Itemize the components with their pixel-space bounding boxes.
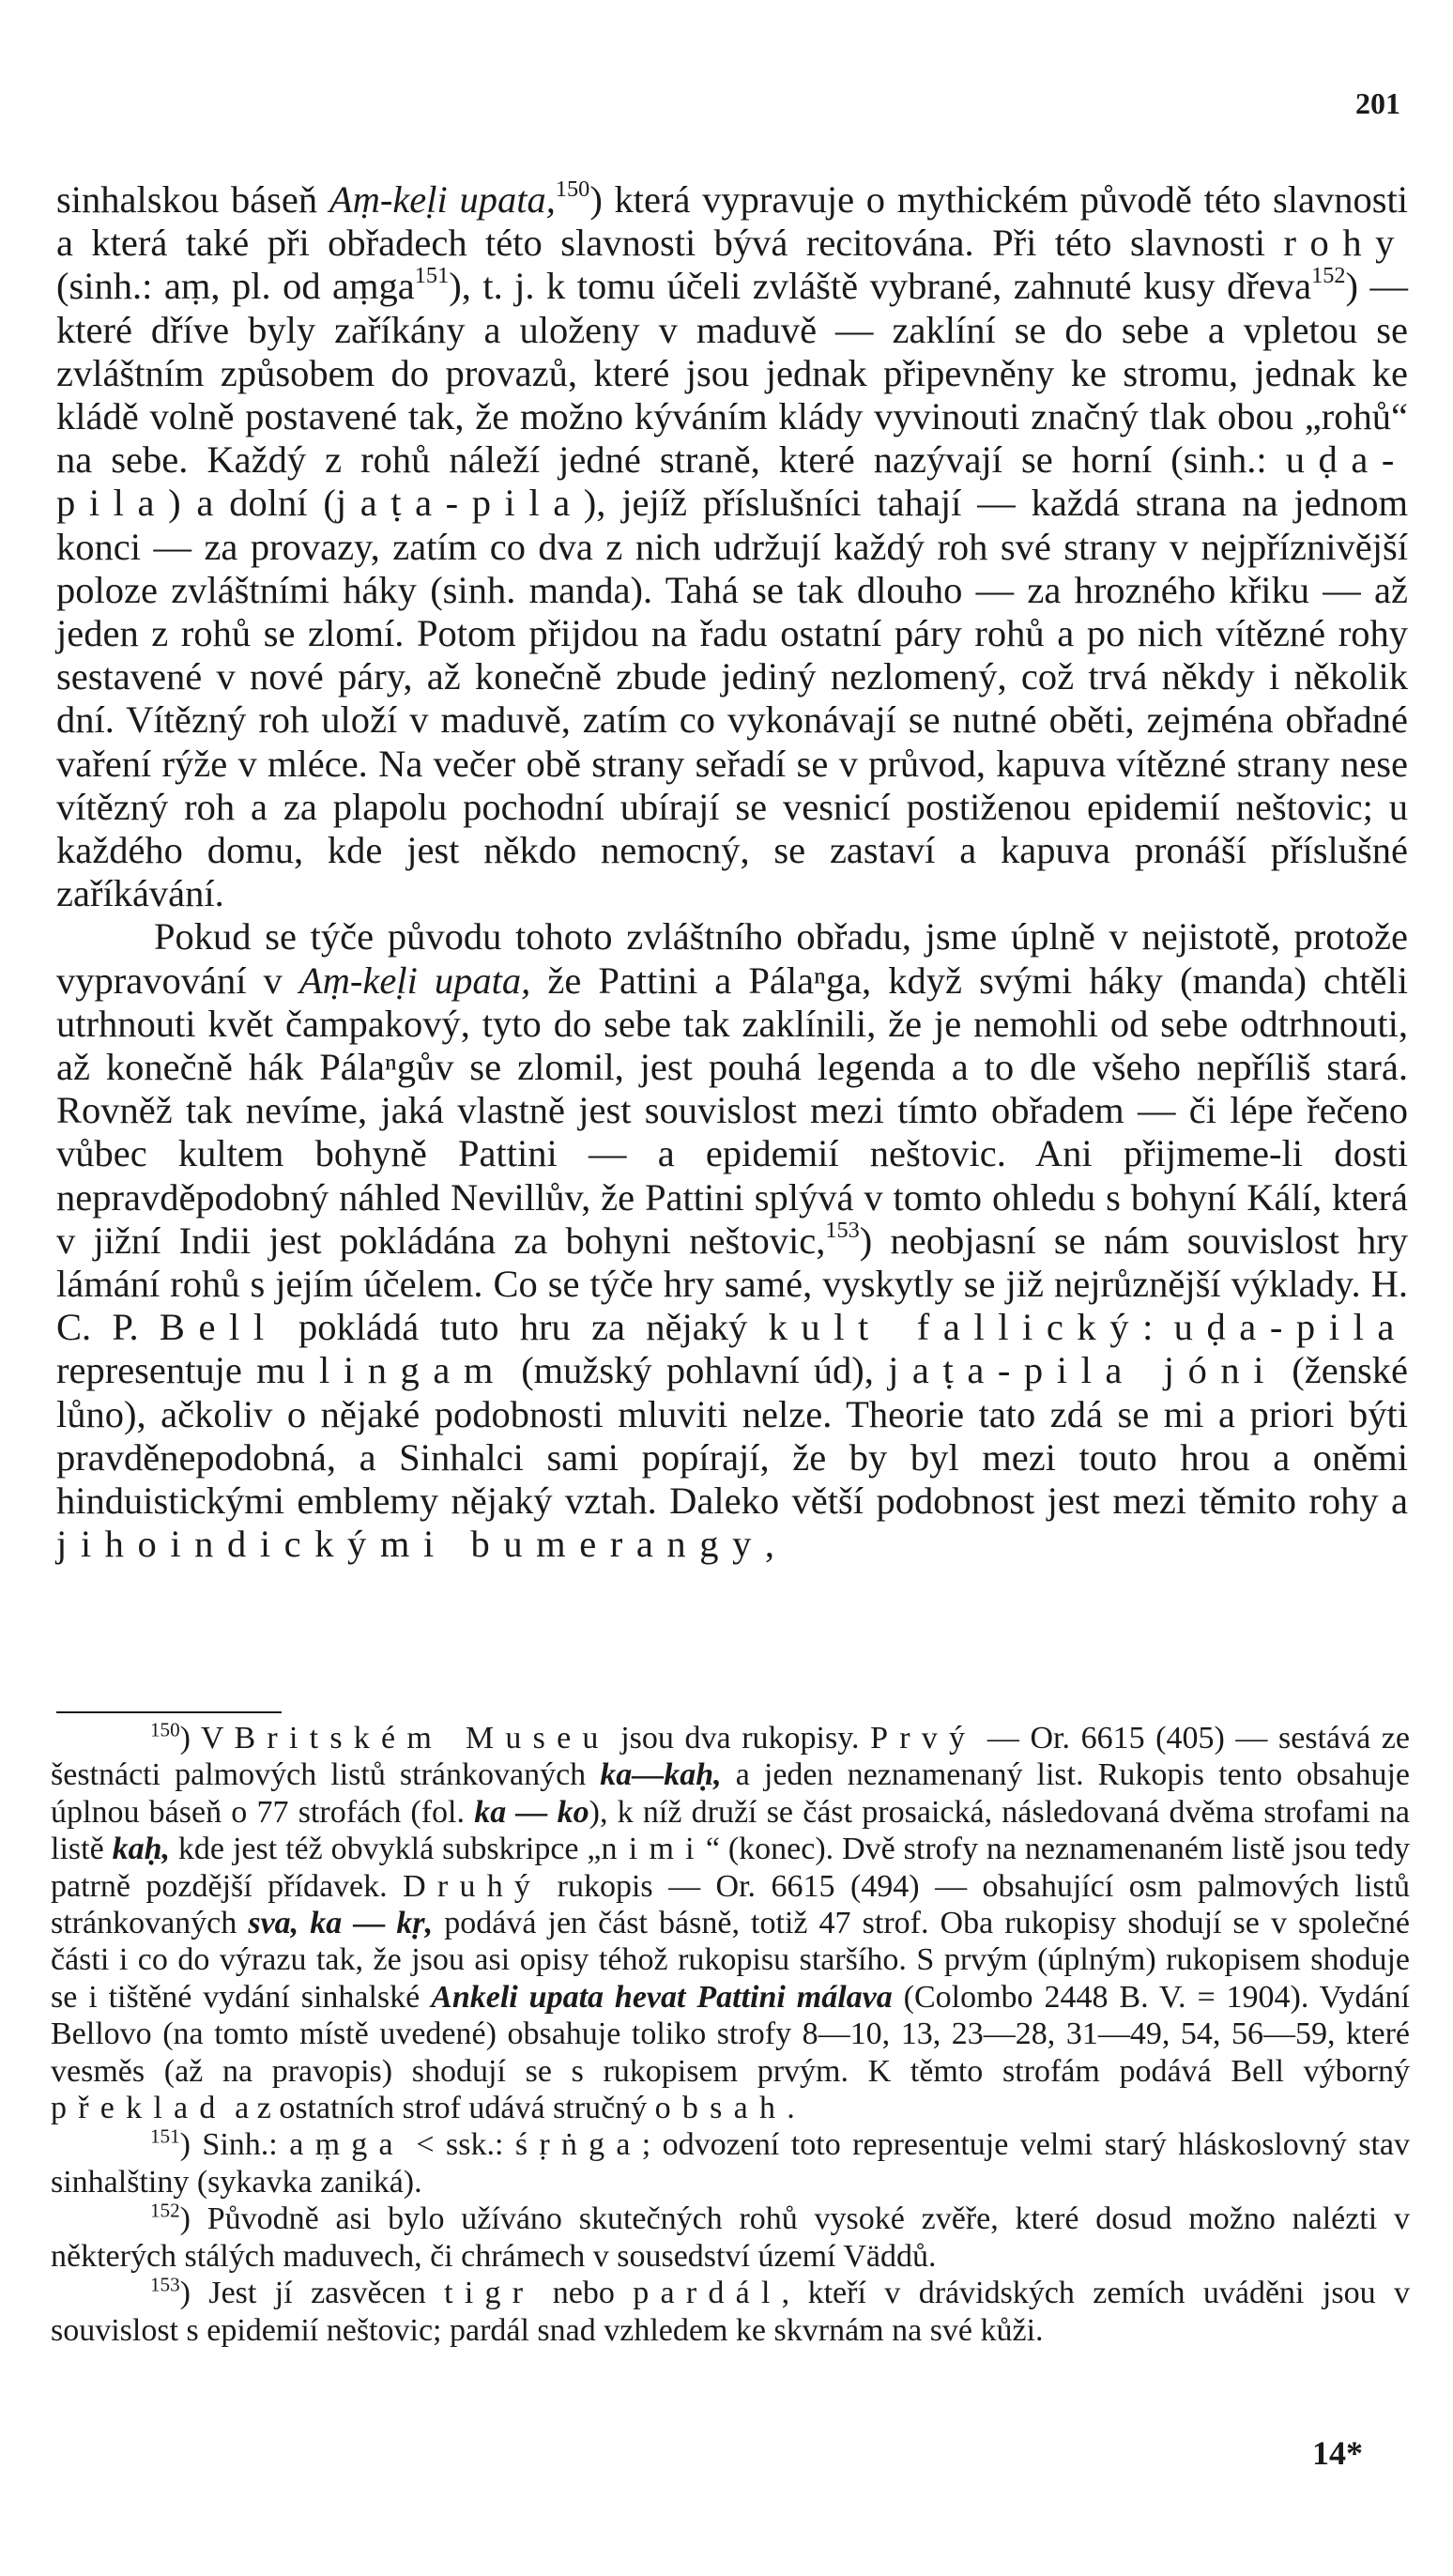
spaced-text: jihoindickými bumerangy	[56, 1523, 765, 1566]
italic-bold-text: sva, ka — kṛ,	[248, 1906, 434, 1941]
page-number: 201	[1355, 86, 1400, 120]
text-run: (ženské lůno), ačkoliv o nějaké podobnosti mluviti nelze. Theorie tato zdá se mi a priori býti pravděnepodobná, a Sinhalci sami popírají, že by byl mezi touto hrou a oněmi hinduistickými emblemy nějaký vztah. Daleko větší podobnost jest mezi těmito rohy a	[56, 1349, 1408, 1523]
text-run: pokládá tuto hru za nějaký	[277, 1306, 769, 1349]
spaced-text: Bell	[159, 1306, 278, 1349]
text-run: ) která vypravuje o mythickém původě této slavnosti a která také při obřadech této slavnosti bývá recitována. Při této slavnosti	[56, 178, 1408, 265]
text-run: sinhalskou báseň	[56, 178, 329, 221]
footnote-151	[51, 2126, 1410, 2200]
text-run: (Colombo 2448 B. V. = 1904). Vydání Bellovo (na tomto místě uvedené) obsahuje toliko strofy 8—10, 13, 23—28, 31—49, 54, 56—59, které vesměs (až na pravopis) shodují se s rukopisem prvým. K těmto strofám podává Bell výborný	[51, 1979, 1410, 2089]
spaced-text: śṛṅga	[514, 2127, 642, 2163]
italic-bold-text: kaḥ,	[112, 1832, 171, 1867]
text-run: (sinh.: aṃ, pl. od aṃga	[56, 265, 415, 308]
spaced-text: tigr	[444, 2276, 535, 2311]
footnote-ref: 153	[825, 1217, 860, 1243]
text-run: — Or. 6615 (405) — sestává ze šestnácti palmových listů stránkovaných	[51, 1721, 1410, 1793]
text-run: ) Původně asi bylo užíváno skutečných rohů vysoké zvěře, které dosud možno nalézti v některých stálých maduvech, či chrámech v sousedství území Väddů.	[51, 2201, 1410, 2274]
signature-mark: 14*	[1312, 2434, 1363, 2472]
text-run: < ssk.:	[404, 2127, 515, 2163]
text-run: jsou dva rukopisy.	[609, 1721, 871, 1756]
text-run: ,	[764, 1523, 775, 1566]
text-run: nebo	[534, 2276, 634, 2311]
main-text	[56, 178, 1408, 1567]
spaced-text: uḍa-pila	[1173, 1306, 1408, 1349]
text-run: .	[787, 2091, 795, 2126]
text-run: (mužský pohlavní úd),	[507, 1349, 889, 1392]
footnotes	[51, 1720, 1410, 2349]
footnote-separator	[56, 1711, 282, 1713]
spaced-text: rohy	[1283, 222, 1408, 265]
text-run: a jeden neznamenaný list. Rukopis tento obsahuje úplnou báseň o 77 strofách (fol.	[51, 1757, 1410, 1830]
italic-bold-text: Ankeli upata hevat Pattini málava	[431, 1979, 893, 2015]
spaced-text: Britském Museu	[234, 1721, 610, 1756]
spaced-text: lingam	[319, 1349, 507, 1392]
text-run: :	[1142, 1306, 1174, 1349]
text-run: “ (konec). Dvě strofy na neznamenaném listě jsou tedy patrně pozdější přídavek.	[51, 1832, 1410, 1904]
paragraph	[56, 178, 1408, 915]
text-run: ) neobjasní se nám souvislost hry lámání rohů s jejím účelem. Co se týče hry samé, vyskytly se již nejrůznější výklady. H. C. P.	[56, 1219, 1408, 1349]
spaced-text: nimi	[601, 1832, 706, 1867]
spaced-text: uḍa-pila	[56, 438, 1408, 525]
text-run: kde jest též obvyklá subskripce „	[170, 1832, 602, 1867]
text-run: ), k níž druží se část prosaická, následovaná dvěma strofami na listě	[51, 1794, 1410, 1867]
footnote-ref: 152	[150, 2199, 180, 2222]
text-run: ) a dolní (	[168, 482, 336, 525]
italic-bold-text: ka — ko	[474, 1794, 589, 1830]
footnote-152	[51, 2200, 1410, 2275]
text-run: ), jejíž příslušníci tahají — každá strana na jednom konci — za provazy, zatím co dva z nich udržují každý roh své strany v nejpříznivější poloze zvláštními háky (sinh. manda). Tahá se tak dlouho — za hrozného křiku — až jeden z rohů se zlomí. Potom přijdou na řadu ostatní páry rohů a po nich vítězné rohy sestavené v nové páry, až konečně zbude jediný nezlomený, což trvá někdy i několik dní. Vítězný roh uloží v maduvě, zatím co vykonávají se nutné oběti, zejména obřadné vaření rýže v mléce. Na večer obě strany seřadí se v průvod, kapuva vítězné strany nese vítězný roh a za plapolu pochodní ubírají se vesnicí postiženou epidemií neštovic; u každého domu, kde jest někdo nemocný, se zastaví a kapuva pronáší příslušné zaříkávání.	[56, 482, 1408, 915]
spaced-text: jaṭa-pila jóni	[888, 1349, 1278, 1392]
footnote-153	[51, 2275, 1410, 2349]
text-run: ) — které dříve byly zaříkány a uloženy v maduvě — zaklíní se do sebe a vpletou se zvláštním způsobem do provazů, které jsou jednak připevněny ke stromu, jednak ke kládě volně postavené tak, že možno kýváním klády vyvinouti značný tlak obou „rohů“ na sebe. Každý z rohů náleží jedné straně, které nazývají se horní (sinh.:	[56, 265, 1408, 482]
italic-text: Aṃ-keḷi upata,	[298, 958, 531, 1002]
text-run: podává jen část básně, totiž 47 strof. Oba rukopisy shodují se v společné části i co do výrazu tak, že jsou asi opisy téhož rukopisu staršího. S prvým (úplným) rukopisem shoduje se i tištěné vydání sinhalské	[51, 1906, 1410, 2015]
text-run: ) Sinh.:	[179, 2127, 290, 2163]
footnote-ref: 151	[414, 263, 450, 289]
text-run: že Pattini a Pálaⁿga, když svými háky (manda) chtěli utrhnouti květ čampakový, tyto do sebe tak zaklínili, že je nemohli od sebe odtrhnouti, až konečně hák Pálaⁿgův se zlomil, jest pouhá legenda a to dle všeho nepříliš stará. Rovněž tak nevíme, jaká vlastně jest souvislost mezi tímto obřadem — či lépe řečeno vůbec kultem bohyně Pattini — a epidemií neštovic. Ani přijmeme-li dosti nepravděpodobný náhled Nevillův, že Pattini splývá v tomto ohledu s bohyní Kálí, která v jižní Indii jest pokládána za bohyni neštovic,	[56, 958, 1409, 1262]
spaced-text: aṃga	[289, 2127, 405, 2163]
footnote-ref: 151	[150, 2124, 180, 2148]
spaced-text: překlad	[51, 2091, 227, 2126]
text-run: a z ostatních strof udává stručný	[226, 2091, 655, 2126]
text-run: ) Jest jí zasvěcen	[179, 2276, 445, 2311]
spaced-text: jaṭa-pila	[335, 482, 584, 525]
paragraph	[56, 915, 1408, 1566]
footnote-ref: 150	[150, 1718, 180, 1741]
spaced-text: pardál	[633, 2276, 782, 2311]
footnote-150	[51, 1720, 1410, 2126]
spaced-text: obsah	[654, 2091, 788, 2126]
text-run: representuje mu	[56, 1349, 320, 1392]
italic-text: Aṃ-keḷi upata,	[329, 178, 556, 221]
footnote-ref: 150	[555, 176, 590, 202]
text-run: ; odvození toto representuje velmi starý hláskoslovný stav sinhalštiny (sykavka zaniká).	[51, 2127, 1411, 2200]
text-run: Pokud se týče původu tohoto zvláštního obřadu, jsme úplně v nejistotě, protože vypravování v	[56, 915, 1408, 1002]
spaced-text: Prvý	[870, 1721, 977, 1756]
text-run: rukopis — Or. 6615 (494) — obsahující osm palmových listů stránkovaných	[51, 1868, 1410, 1941]
footnote-ref: 153	[150, 2273, 180, 2296]
italic-bold-text: ka—kaḥ,	[600, 1757, 722, 1793]
spaced-text: kult fallický	[768, 1306, 1143, 1349]
footnote-ref: 152	[1311, 263, 1346, 289]
text-run: ), t. j. k tomu účeli zvláště vybrané, zahnuté kusy dřeva	[449, 265, 1312, 308]
spaced-text: Druhý	[403, 1868, 543, 1904]
text-run: , kteří v drávidských zemích uváděni jsou v souvislost s epidemií neštovic; pardál snad vzhledem ke skvrnám na své kůži.	[51, 2276, 1410, 2348]
text-run: ) V	[179, 1721, 235, 1756]
